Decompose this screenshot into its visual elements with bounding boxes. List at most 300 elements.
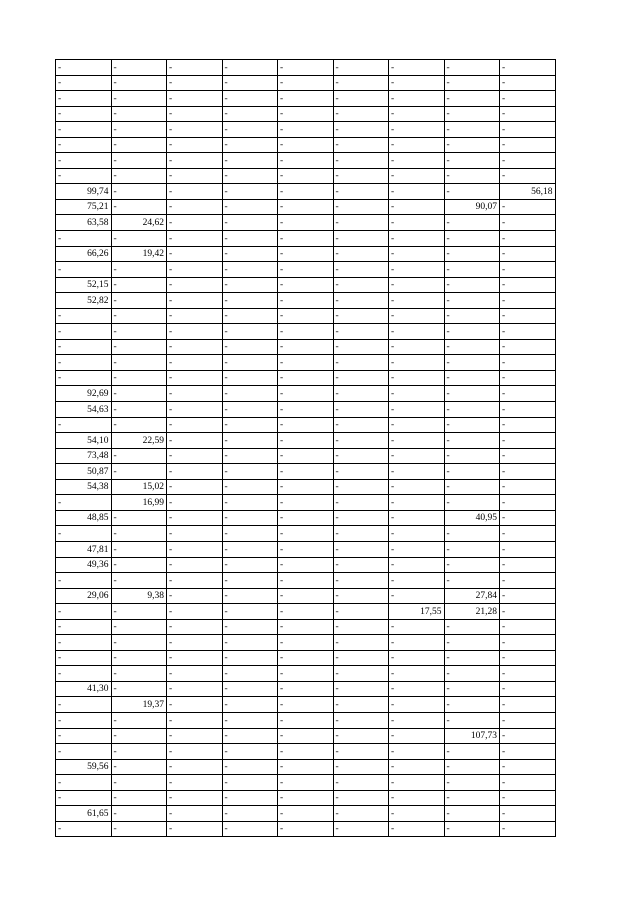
table-cell: - [389, 541, 445, 557]
table-cell: - [167, 262, 223, 278]
table-cell: - [444, 417, 500, 433]
table-cell: - [111, 541, 167, 557]
table-row [56, 759, 556, 775]
table-cell: - [167, 184, 223, 200]
table-row [56, 355, 556, 371]
table-cell: - [222, 510, 278, 526]
table-cell: - [167, 339, 223, 355]
table-cell: - [500, 293, 556, 309]
table-cell: - [389, 60, 445, 76]
table-cell: - [167, 604, 223, 620]
table-row [56, 293, 556, 309]
table-cell: - [500, 681, 556, 697]
table-cell: - [56, 308, 112, 324]
table-cell: - [278, 153, 334, 169]
table-cell: - [333, 806, 389, 822]
table-row [56, 417, 556, 433]
table-cell: - [167, 122, 223, 138]
table-cell: - [500, 635, 556, 651]
table-cell: - [333, 339, 389, 355]
table-cell: - [167, 75, 223, 91]
table-cell: 75,21 [56, 199, 112, 215]
table-cell: 56,18 [500, 184, 556, 200]
table-cell: - [500, 60, 556, 76]
table-row [56, 526, 556, 542]
table-cell: - [111, 790, 167, 806]
table-cell: - [444, 168, 500, 184]
table-cell: - [500, 806, 556, 822]
table-cell: - [56, 775, 112, 791]
table-cell: - [56, 355, 112, 371]
table-cell: - [444, 557, 500, 573]
table-cell: - [444, 479, 500, 495]
table-cell: - [333, 402, 389, 418]
table-cell: - [333, 277, 389, 293]
table-cell: - [167, 231, 223, 247]
table-cell: - [389, 510, 445, 526]
table-cell: 17,55 [389, 604, 445, 620]
table-row [56, 122, 556, 138]
table-cell: - [389, 91, 445, 107]
table-cell: - [500, 775, 556, 791]
table-cell: - [167, 479, 223, 495]
table-cell: - [56, 75, 112, 91]
table-cell: - [333, 137, 389, 153]
table-cell: - [56, 153, 112, 169]
table-cell: - [222, 759, 278, 775]
table-cell: - [444, 355, 500, 371]
table-cell: - [333, 386, 389, 402]
table-cell: - [278, 262, 334, 278]
table-cell: 16,99 [111, 495, 167, 511]
table-cell: - [278, 697, 334, 713]
table-row [56, 510, 556, 526]
table-row [56, 308, 556, 324]
table-cell: - [500, 75, 556, 91]
table-row [56, 75, 556, 91]
table-cell: - [500, 712, 556, 728]
table-cell: - [278, 479, 334, 495]
table-cell: - [222, 650, 278, 666]
table-cell: - [222, 339, 278, 355]
table-cell: - [500, 355, 556, 371]
table-cell: - [333, 184, 389, 200]
table-cell: - [56, 619, 112, 635]
table-cell: - [444, 681, 500, 697]
table-cell: - [500, 370, 556, 386]
table-cell: - [167, 635, 223, 651]
table-row [56, 386, 556, 402]
table-cell: - [389, 355, 445, 371]
table-cell: - [389, 153, 445, 169]
table-cell: - [56, 666, 112, 682]
table-row [56, 697, 556, 713]
table-cell: - [333, 666, 389, 682]
table-cell: - [333, 464, 389, 480]
table-cell: - [111, 168, 167, 184]
table-cell: - [111, 386, 167, 402]
table-cell: 99,74 [56, 184, 112, 200]
table-cell: - [333, 215, 389, 231]
table-row [56, 495, 556, 511]
table-cell: - [333, 821, 389, 837]
table-cell: - [500, 153, 556, 169]
table-row [56, 402, 556, 418]
table-cell: - [111, 604, 167, 620]
table-cell: - [278, 106, 334, 122]
table-cell: - [222, 262, 278, 278]
table-cell: - [444, 246, 500, 262]
table-cell: - [333, 231, 389, 247]
table-cell: - [56, 573, 112, 589]
table-cell: - [444, 697, 500, 713]
table-cell: - [333, 557, 389, 573]
table-cell: - [222, 573, 278, 589]
table-cell: - [167, 168, 223, 184]
table-cell: - [222, 495, 278, 511]
table-cell: - [278, 588, 334, 604]
table-cell: - [333, 60, 389, 76]
table-cell: - [56, 91, 112, 107]
table-cell: - [389, 712, 445, 728]
table-cell: - [278, 355, 334, 371]
table-cell: - [56, 324, 112, 340]
table-cell: - [500, 744, 556, 760]
table-cell: - [500, 168, 556, 184]
table-cell: - [222, 464, 278, 480]
table-cell: - [333, 122, 389, 138]
table-cell: - [56, 790, 112, 806]
table-cell: - [444, 184, 500, 200]
table-cell: - [278, 790, 334, 806]
table-cell: - [278, 775, 334, 791]
table-cell: - [278, 744, 334, 760]
table-cell: - [111, 75, 167, 91]
table-cell: - [333, 635, 389, 651]
table-cell: - [333, 526, 389, 542]
table-cell: - [167, 666, 223, 682]
table-cell: - [167, 308, 223, 324]
table-cell: - [500, 91, 556, 107]
table-cell: - [444, 712, 500, 728]
table-cell: - [389, 666, 445, 682]
table-cell: - [222, 541, 278, 557]
table-cell: - [444, 122, 500, 138]
table-cell: - [444, 137, 500, 153]
table-cell: - [278, 495, 334, 511]
table-cell: 40,95 [444, 510, 500, 526]
table-cell: - [56, 744, 112, 760]
table-cell: - [333, 495, 389, 511]
table-cell: - [333, 153, 389, 169]
table-cell: - [222, 199, 278, 215]
table-cell: - [111, 262, 167, 278]
table-cell: - [333, 759, 389, 775]
table-cell: - [444, 495, 500, 511]
table-cell: - [444, 619, 500, 635]
table-cell: - [333, 448, 389, 464]
table-cell: - [500, 448, 556, 464]
table-cell: - [222, 75, 278, 91]
table-cell: - [111, 821, 167, 837]
table-cell: - [278, 91, 334, 107]
table-cell: - [278, 806, 334, 822]
table-cell: 59,56 [56, 759, 112, 775]
table-cell: - [222, 728, 278, 744]
table-cell: - [278, 650, 334, 666]
table-cell: - [389, 262, 445, 278]
table-cell: - [111, 728, 167, 744]
table-cell: - [278, 60, 334, 76]
table-cell: - [222, 370, 278, 386]
table-cell: - [56, 697, 112, 713]
table-cell: - [111, 324, 167, 340]
table-row [56, 712, 556, 728]
table-cell: - [278, 324, 334, 340]
table-cell: - [389, 168, 445, 184]
table-cell: - [389, 806, 445, 822]
table-cell: - [222, 137, 278, 153]
table-cell: - [167, 744, 223, 760]
table-cell: - [167, 759, 223, 775]
table-cell: - [333, 775, 389, 791]
table-cell: 41,30 [56, 681, 112, 697]
table-cell: - [333, 246, 389, 262]
table-cell: - [222, 433, 278, 449]
table-cell: - [333, 681, 389, 697]
table-cell: - [167, 573, 223, 589]
table-row [56, 666, 556, 682]
table-cell: - [222, 712, 278, 728]
table-cell: - [111, 448, 167, 464]
table-row [56, 370, 556, 386]
table-row [56, 635, 556, 651]
table-cell: - [111, 339, 167, 355]
table-cell: - [444, 464, 500, 480]
table-row [56, 588, 556, 604]
table-cell: - [222, 697, 278, 713]
table-cell: - [444, 790, 500, 806]
table-cell: - [444, 573, 500, 589]
table-cell: - [111, 60, 167, 76]
table-cell: - [278, 308, 334, 324]
table-row [56, 728, 556, 744]
table-cell: - [111, 122, 167, 138]
table-row [56, 153, 556, 169]
table-cell: - [111, 402, 167, 418]
table-cell: - [278, 712, 334, 728]
table-cell: - [389, 293, 445, 309]
table-cell: - [278, 759, 334, 775]
table-cell: - [389, 635, 445, 651]
table-cell: - [222, 790, 278, 806]
table-cell: - [444, 106, 500, 122]
table-cell: - [167, 464, 223, 480]
table-cell: - [333, 308, 389, 324]
table-cell: - [389, 526, 445, 542]
table-cell: - [56, 650, 112, 666]
table-cell: - [333, 324, 389, 340]
table-cell: - [444, 277, 500, 293]
table-cell: - [444, 153, 500, 169]
table-cell: - [444, 666, 500, 682]
table-cell: - [500, 821, 556, 837]
table-cell: - [167, 370, 223, 386]
table-cell: - [167, 433, 223, 449]
table-row [56, 60, 556, 76]
table-cell: - [500, 759, 556, 775]
table-cell: - [111, 293, 167, 309]
table-cell: - [278, 386, 334, 402]
table-cell: - [222, 619, 278, 635]
table-cell: - [278, 370, 334, 386]
table-cell: - [111, 199, 167, 215]
table-cell: - [111, 573, 167, 589]
table-row [56, 541, 556, 557]
table-row [56, 184, 556, 200]
table-cell: - [56, 339, 112, 355]
table-cell: - [56, 712, 112, 728]
table-cell: - [500, 199, 556, 215]
table-row [56, 339, 556, 355]
table-cell: - [333, 75, 389, 91]
table-cell: - [222, 681, 278, 697]
data-table [55, 59, 556, 837]
table-cell: - [56, 122, 112, 138]
table-cell: - [389, 215, 445, 231]
table-cell: - [111, 308, 167, 324]
table-cell: 92,69 [56, 386, 112, 402]
table-cell: - [500, 308, 556, 324]
table-cell: - [389, 277, 445, 293]
table-cell: - [167, 199, 223, 215]
table-cell: - [500, 619, 556, 635]
table-cell: - [278, 402, 334, 418]
table-cell: 90,07 [444, 199, 500, 215]
table-row [56, 324, 556, 340]
table-cell: 27,84 [444, 588, 500, 604]
table-cell: - [167, 510, 223, 526]
table-cell: - [333, 573, 389, 589]
table-cell: - [278, 666, 334, 682]
table-cell: - [167, 153, 223, 169]
table-cell: 66,26 [56, 246, 112, 262]
table-cell: - [111, 744, 167, 760]
table-row [56, 681, 556, 697]
table-cell: - [56, 604, 112, 620]
table-cell: - [222, 479, 278, 495]
table-cell: - [500, 433, 556, 449]
table-cell: - [389, 184, 445, 200]
table-cell: - [500, 215, 556, 231]
table-cell: - [333, 697, 389, 713]
table-cell: - [167, 495, 223, 511]
table-cell: - [500, 541, 556, 557]
table-cell: - [444, 231, 500, 247]
table-cell: - [500, 510, 556, 526]
table-row [56, 790, 556, 806]
table-row [56, 464, 556, 480]
table-cell: - [167, 557, 223, 573]
table-cell: - [222, 153, 278, 169]
table-cell: 73,48 [56, 448, 112, 464]
table-cell: - [444, 324, 500, 340]
table-cell: - [333, 790, 389, 806]
table-cell: - [56, 231, 112, 247]
table-cell: - [389, 246, 445, 262]
table-cell: - [167, 402, 223, 418]
table-cell: - [56, 728, 112, 744]
table-cell: - [278, 215, 334, 231]
table-cell: - [167, 215, 223, 231]
table-cell: - [222, 215, 278, 231]
table-cell: - [444, 775, 500, 791]
table-cell: - [222, 386, 278, 402]
table-row [56, 604, 556, 620]
table-cell: - [222, 666, 278, 682]
table-cell: - [278, 433, 334, 449]
table-cell: - [500, 262, 556, 278]
table-cell: 21,28 [444, 604, 500, 620]
table-cell: - [389, 231, 445, 247]
table-cell: - [167, 277, 223, 293]
table-cell: - [389, 417, 445, 433]
table-cell: - [444, 759, 500, 775]
table-cell: - [278, 199, 334, 215]
table-cell: - [444, 526, 500, 542]
table-cell: 15,02 [111, 479, 167, 495]
table-cell: - [389, 137, 445, 153]
table-cell: - [278, 339, 334, 355]
table-cell: - [167, 417, 223, 433]
table-cell: - [222, 246, 278, 262]
table-cell: - [444, 262, 500, 278]
table-cell: 19,42 [111, 246, 167, 262]
table-row [56, 775, 556, 791]
table-row [56, 479, 556, 495]
table-cell: - [500, 526, 556, 542]
table-cell: - [111, 557, 167, 573]
table-cell: - [389, 339, 445, 355]
table-cell: 50,87 [56, 464, 112, 480]
table-cell: - [167, 293, 223, 309]
table-cell: - [500, 790, 556, 806]
table-cell: - [389, 588, 445, 604]
table-cell: - [389, 370, 445, 386]
table-cell: - [444, 635, 500, 651]
table-cell: - [278, 557, 334, 573]
table-body [56, 60, 556, 837]
table-cell: - [111, 184, 167, 200]
table-cell: - [500, 137, 556, 153]
table-cell: - [278, 635, 334, 651]
table-cell: - [500, 417, 556, 433]
table-cell: - [222, 557, 278, 573]
table-cell: - [278, 137, 334, 153]
table-cell: - [500, 666, 556, 682]
table-cell: - [111, 681, 167, 697]
table-cell: - [389, 495, 445, 511]
table-cell: - [389, 744, 445, 760]
table-cell: - [278, 573, 334, 589]
table-cell: - [111, 417, 167, 433]
table-cell: - [56, 106, 112, 122]
table-cell: - [167, 526, 223, 542]
table-cell: - [389, 790, 445, 806]
table-row [56, 744, 556, 760]
table-cell: - [167, 697, 223, 713]
table-cell: - [222, 744, 278, 760]
